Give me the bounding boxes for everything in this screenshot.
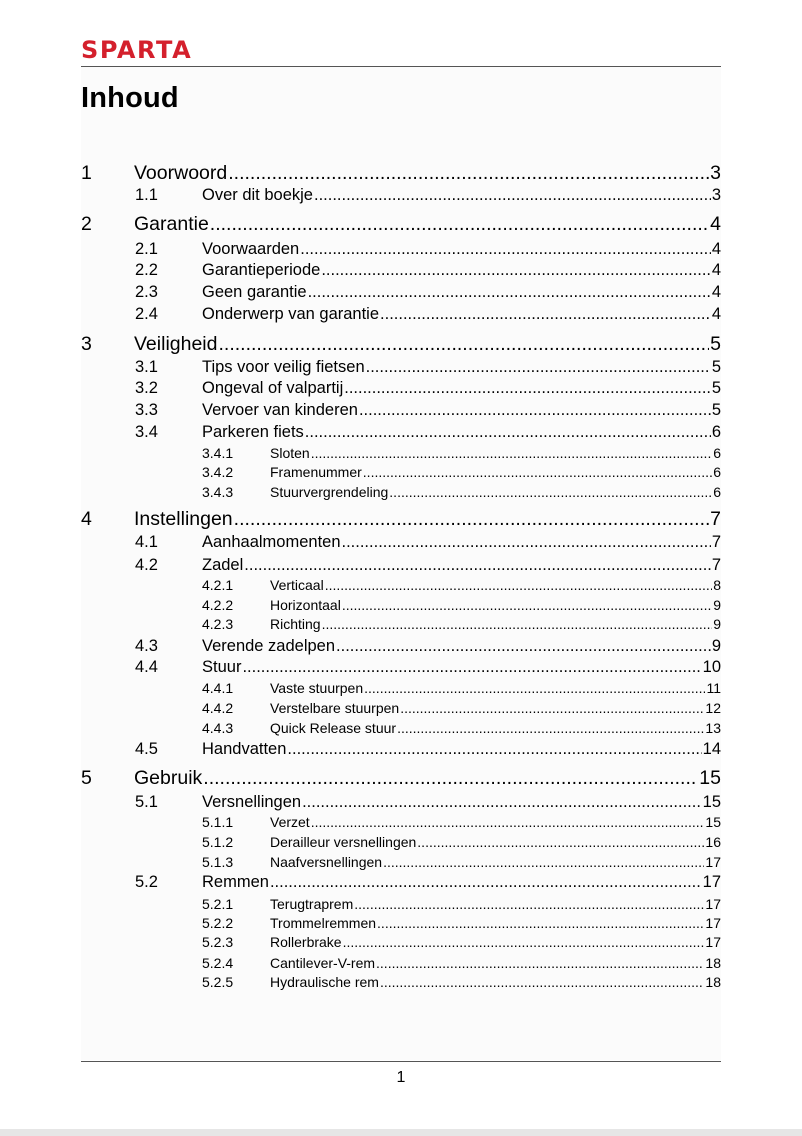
toc-entry-page: 5 xyxy=(711,379,721,397)
toc-entry-title: Terugtraprem xyxy=(270,896,354,912)
toc-entry-title: Horizontaal xyxy=(270,597,341,613)
toc-entry-number: 3 xyxy=(81,333,92,355)
toc-entry-level-3[interactable] xyxy=(202,577,721,593)
toc-entry-page: 9 xyxy=(713,597,721,613)
toc-entry-page: 4 xyxy=(711,240,721,258)
toc-entry-title: Stuurvergrendeling xyxy=(270,484,389,500)
toc-leader-dots xyxy=(228,162,709,185)
sparta-logo: SPARTA xyxy=(81,36,193,64)
toc-entry-title: Tips voor veilig fietsen xyxy=(202,358,365,376)
toc-entry-title: Gebruik xyxy=(134,767,203,789)
toc-leader-dots xyxy=(270,873,702,892)
toc-leader-dots xyxy=(397,720,704,736)
toc-entry-page: 5 xyxy=(710,333,721,355)
toc-entry-title: Verstelbare stuurpen xyxy=(270,700,400,716)
toc-entry-page: 5 xyxy=(711,401,721,419)
toc-entry-number: 3.3 xyxy=(135,401,158,419)
toc-entry-title: Stuur xyxy=(202,658,242,676)
toc-entry-title: Garantieperiode xyxy=(202,261,321,279)
toc-entry-title: Handvatten xyxy=(202,740,287,758)
toc-leader-dots xyxy=(342,597,712,613)
toc-entry-number: 4.4.1 xyxy=(202,680,234,696)
toc-entry-level-2[interactable] xyxy=(135,401,721,420)
toc-entry-page: 3 xyxy=(710,162,721,184)
toc-entry-title: Verzet xyxy=(270,814,310,830)
toc-leader-dots xyxy=(308,283,711,302)
toc-entry-title: Derailleur versnellingen xyxy=(270,834,417,850)
toc-leader-dots xyxy=(364,680,705,696)
toc-entry-level-2[interactable] xyxy=(135,873,721,892)
toc-entry-number: 3.4.3 xyxy=(202,484,234,500)
toc-entry-number: 2.3 xyxy=(135,283,158,301)
toc-leader-dots xyxy=(366,358,711,377)
toc-leader-dots xyxy=(354,896,704,912)
toc-entry-page: 4 xyxy=(710,213,721,235)
toc-entry-level-3[interactable] xyxy=(202,616,721,632)
toc-entry-level-3[interactable] xyxy=(202,915,721,931)
toc-entry-level-2[interactable] xyxy=(135,283,721,302)
toc-entry-number: 1.1 xyxy=(135,186,158,204)
toc-entry-page: 16 xyxy=(705,834,721,850)
toc-entry-title: Instellingen xyxy=(134,508,233,530)
toc-entry-number: 4.2.1 xyxy=(202,577,234,593)
toc-entry-page: 4 xyxy=(711,261,721,279)
toc-entry-number: 5.2.1 xyxy=(202,896,234,912)
toc-entry-number: 5.2 xyxy=(135,873,158,891)
toc-entry-number: 2.1 xyxy=(135,240,158,258)
toc-leader-dots xyxy=(322,616,713,632)
toc-leader-dots xyxy=(400,700,704,716)
page-number: 1 xyxy=(396,1069,406,1086)
toc-leader-dots xyxy=(389,484,712,500)
toc-entry-level-1[interactable] xyxy=(81,333,721,356)
toc-entry-page: 18 xyxy=(705,974,721,990)
toc-entry-number: 4.5 xyxy=(135,740,158,758)
toc-leader-dots xyxy=(325,577,713,593)
toc-entry-level-2[interactable] xyxy=(135,637,721,656)
toc-entry-title: Vaste stuurpen xyxy=(270,680,364,696)
toc-entry-page: 7 xyxy=(711,533,721,551)
toc-entry-title: Ongeval of valpartij xyxy=(202,379,344,397)
toc-leader-dots xyxy=(210,213,709,236)
toc-entry-page: 14 xyxy=(702,740,721,758)
toc-entry-level-3[interactable] xyxy=(202,597,721,613)
toc-entry-page: 12 xyxy=(705,700,721,716)
toc-entry-number: 3.2 xyxy=(135,379,158,397)
toc-entry-level-3[interactable] xyxy=(202,834,721,850)
toc-entry-page: 10 xyxy=(702,658,721,676)
toc-entry-number: 3.4.1 xyxy=(202,445,234,461)
toc-entry-page: 17 xyxy=(705,854,721,870)
toc-entry-title: Zadel xyxy=(202,556,244,574)
toc-entry-level-3[interactable] xyxy=(202,445,721,461)
footer-rule xyxy=(81,1061,721,1062)
toc-leader-dots xyxy=(300,240,711,259)
toc-leader-dots xyxy=(380,974,704,990)
toc-entry-number: 2 xyxy=(81,213,92,235)
toc-entry-title: Voorwoord xyxy=(134,162,228,184)
toc-entry-level-2[interactable] xyxy=(135,261,721,280)
toc-leader-dots xyxy=(314,186,711,205)
toc-entry-page: 4 xyxy=(711,305,721,323)
toc-entry-title: Richting xyxy=(270,616,321,632)
toc-leader-dots xyxy=(344,379,711,398)
toc-entry-title: Veiligheid xyxy=(134,333,218,355)
toc-entry-page: 8 xyxy=(713,577,721,593)
toc-entry-title: Sloten xyxy=(270,445,310,461)
toc-entry-number: 5.2.4 xyxy=(202,955,234,971)
toc-entry-title: Aanhaalmomenten xyxy=(202,533,341,551)
toc-entry-level-3[interactable] xyxy=(202,814,721,830)
toc-entry-title: Framenummer xyxy=(270,464,362,480)
toc-entry-number: 5.1.3 xyxy=(202,854,234,870)
toc-entry-page: 13 xyxy=(705,720,721,736)
toc-entry-level-1[interactable] xyxy=(81,508,721,531)
toc-entry-page: 15 xyxy=(702,793,721,811)
toc-leader-dots xyxy=(343,934,705,950)
toc-entry-number: 4.4 xyxy=(135,658,158,676)
toc-entry-level-1[interactable] xyxy=(81,162,721,185)
toc-entry-number: 4.2 xyxy=(135,556,158,574)
page-title: Inhoud xyxy=(81,82,179,114)
toc-entry-level-3[interactable] xyxy=(202,680,721,696)
toc-entry-page: 11 xyxy=(706,680,721,696)
page-edge xyxy=(0,1129,802,1136)
toc-leader-dots xyxy=(234,508,709,531)
toc-leader-dots xyxy=(363,464,712,480)
toc-entry-number: 5.1.2 xyxy=(202,834,234,850)
toc-entry-title: Vervoer van kinderen xyxy=(202,401,358,419)
toc-leader-dots xyxy=(302,793,702,812)
toc-entry-page: 5 xyxy=(711,358,721,376)
toc-entry-page: 17 xyxy=(705,915,721,931)
toc-leader-dots xyxy=(311,814,705,830)
toc-entry-title: Parkeren fiets xyxy=(202,423,304,441)
toc-leader-dots xyxy=(218,333,709,356)
toc-entry-number: 4.4.2 xyxy=(202,700,234,716)
toc-leader-dots xyxy=(311,445,713,461)
toc-entry-title: Over dit boekje xyxy=(202,186,313,204)
toc-entry-title: Geen garantie xyxy=(202,283,307,301)
toc-entry-level-3[interactable] xyxy=(202,896,721,912)
toc-entry-page: 9 xyxy=(713,616,721,632)
toc-entry-level-3[interactable] xyxy=(202,934,721,950)
toc-entry-level-3[interactable] xyxy=(202,484,721,500)
toc-entry-page: 18 xyxy=(705,955,721,971)
toc-entry-level-3[interactable] xyxy=(202,854,721,870)
toc-entry-page: 17 xyxy=(705,934,721,950)
toc-entry-page: 15 xyxy=(705,814,721,830)
toc-entry-title: Cantilever-V-rem xyxy=(270,955,376,971)
toc-entry-title: Verende zadelpen xyxy=(202,637,336,655)
toc-leader-dots xyxy=(377,915,704,931)
toc-entry-title: Voorwaarden xyxy=(202,240,300,258)
toc-entry-level-2[interactable] xyxy=(135,556,721,575)
toc-entry-number: 4.1 xyxy=(135,533,158,551)
toc-entry-level-1[interactable] xyxy=(81,213,721,236)
toc-entry-number: 5.2.2 xyxy=(202,915,234,931)
toc-leader-dots xyxy=(321,261,710,280)
toc-entry-number: 2.2 xyxy=(135,261,158,279)
toc-entry-number: 5.1.1 xyxy=(202,814,234,830)
toc-entry-level-2[interactable] xyxy=(135,305,721,324)
toc-entry-title: Onderwerp van garantie xyxy=(202,305,380,323)
toc-entry-page: 9 xyxy=(711,637,721,655)
toc-entry-number: 4.2.3 xyxy=(202,616,234,632)
toc-entry-level-3[interactable] xyxy=(202,464,721,480)
toc-entry-level-2[interactable] xyxy=(135,658,721,677)
toc-leader-dots xyxy=(417,834,704,850)
toc-entry-level-2[interactable] xyxy=(135,358,721,377)
toc-leader-dots xyxy=(359,401,711,420)
toc-entry-level-2[interactable] xyxy=(135,793,721,812)
toc-entry-number: 4.4.3 xyxy=(202,720,234,736)
header-rule xyxy=(81,66,721,67)
toc-entry-level-2[interactable] xyxy=(135,423,721,442)
toc-entry-page: 6 xyxy=(711,423,721,441)
toc-entry-level-2[interactable] xyxy=(135,533,721,552)
toc-entry-level-3[interactable] xyxy=(202,974,721,990)
toc-leader-dots xyxy=(305,423,711,442)
toc-entry-title: Trommelremmen xyxy=(270,915,377,931)
toc-entry-level-3[interactable] xyxy=(202,720,721,736)
toc-entry-number: 5 xyxy=(81,767,92,789)
toc-entry-number: 4.2.2 xyxy=(202,597,234,613)
toc-leader-dots xyxy=(376,955,704,971)
toc-entry-level-2[interactable] xyxy=(135,240,721,259)
toc-entry-level-3[interactable] xyxy=(202,955,721,971)
toc-entry-number: 3.4 xyxy=(135,423,158,441)
toc-leader-dots xyxy=(287,740,701,759)
toc-leader-dots xyxy=(336,637,711,656)
toc-entry-level-1[interactable] xyxy=(81,767,721,790)
toc-entry-title: Quick Release stuur xyxy=(270,720,397,736)
toc-entry-number: 5.2.3 xyxy=(202,934,234,950)
toc-entry-title: Naafversnellingen xyxy=(270,854,383,870)
toc-entry-title: Hydraulische rem xyxy=(270,974,379,990)
toc-entry-page: 6 xyxy=(713,445,721,461)
toc-entry-page: 15 xyxy=(699,767,721,789)
toc-entry-level-2[interactable] xyxy=(135,379,721,398)
toc-entry-page: 6 xyxy=(713,464,721,480)
toc-entry-title: Rollerbrake xyxy=(270,934,342,950)
toc-entry-title: Verticaal xyxy=(270,577,324,593)
toc-entry-number: 2.4 xyxy=(135,305,158,323)
toc-entry-number: 3.4.2 xyxy=(202,464,234,480)
toc-entry-number: 4.3 xyxy=(135,637,158,655)
toc-leader-dots xyxy=(244,556,711,575)
toc-entry-title: Remmen xyxy=(202,873,269,891)
toc-entry-page: 6 xyxy=(713,484,721,500)
toc-entry-number: 3.1 xyxy=(135,358,158,376)
toc-entry-page: 4 xyxy=(711,283,721,301)
toc-entry-page: 17 xyxy=(705,896,721,912)
toc-entry-level-2[interactable] xyxy=(135,186,721,205)
toc-entry-number: 5.2.5 xyxy=(202,974,234,990)
toc-leader-dots xyxy=(383,854,704,870)
toc-entry-level-3[interactable] xyxy=(202,700,721,716)
toc-entry-page: 3 xyxy=(711,186,721,204)
toc-entry-page: 7 xyxy=(711,556,721,574)
toc-entry-number: 4 xyxy=(81,508,92,530)
toc-entry-title: Versnellingen xyxy=(202,793,302,811)
toc-leader-dots xyxy=(203,767,698,790)
toc-entry-page: 7 xyxy=(710,508,721,530)
toc-entry-number: 5.1 xyxy=(135,793,158,811)
toc-entry-number: 1 xyxy=(81,162,92,184)
toc-leader-dots xyxy=(242,658,701,677)
toc-entry-page: 17 xyxy=(702,873,721,891)
toc-leader-dots xyxy=(342,533,711,552)
toc-entry-level-2[interactable] xyxy=(135,740,721,759)
toc-entry-title: Garantie xyxy=(134,213,209,235)
toc-leader-dots xyxy=(380,305,711,324)
